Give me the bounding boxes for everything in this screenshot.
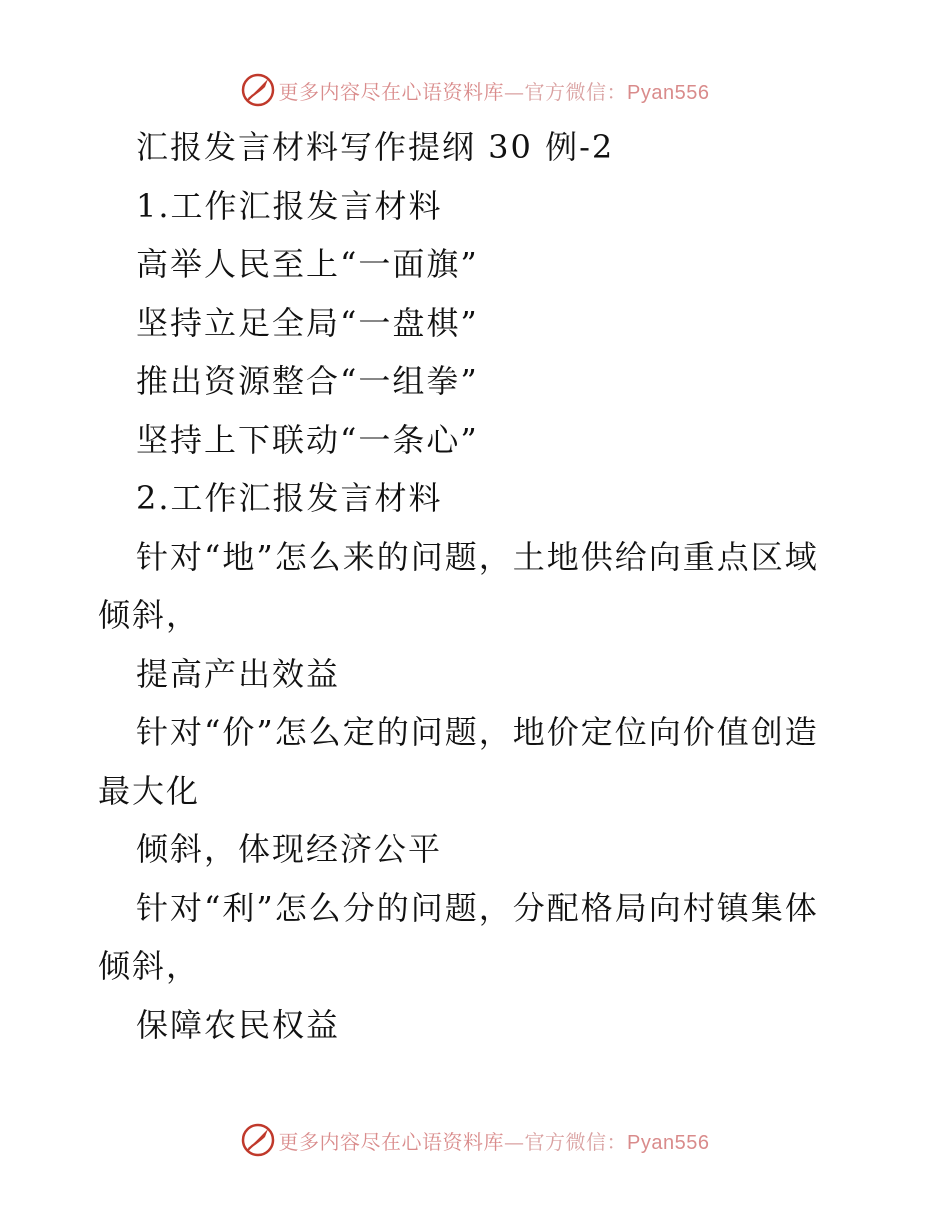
paragraph-line: 坚持立足全局“一盘棋” bbox=[136, 303, 479, 342]
quill-pen-logo-icon bbox=[241, 1123, 275, 1157]
footer-wechat-id: Pyan556 bbox=[627, 1131, 710, 1154]
header-dash: — bbox=[504, 79, 525, 104]
paragraph-line: 高举人民至上“一面旗” bbox=[136, 245, 479, 283]
document-title: 汇报发言材料写作提纲 30 例-2 bbox=[136, 128, 615, 166]
footer-official-text: 官方微信： bbox=[524, 1129, 628, 1154]
footer-banner bbox=[0, 1120, 950, 1160]
footer-main-text: 更多内容尽在心语资料库 bbox=[278, 1129, 505, 1154]
header-banner bbox=[0, 70, 950, 110]
header-wechat-id: Pyan556 bbox=[627, 81, 710, 104]
paragraph-line: 推出资源整合“一组拳” bbox=[136, 362, 479, 400]
paragraph-line: 倾斜，体现经济公平 bbox=[136, 830, 443, 868]
paragraph-line: 针对“价”怎么定的问题，地价定位向价值创造 bbox=[136, 713, 819, 751]
paragraph-line: 提高产出效益 bbox=[136, 654, 341, 693]
footer-banner-text bbox=[279, 1126, 710, 1155]
quill-pen-logo-icon bbox=[241, 73, 275, 107]
paragraph-line: 保障农民权益 bbox=[136, 1005, 341, 1044]
section-heading: 1.工作汇报发言材料 bbox=[136, 186, 443, 225]
footer-dash: — bbox=[504, 1129, 525, 1154]
header-main-text: 更多内容尽在心语资料库 bbox=[278, 79, 505, 104]
paragraph-line: 针对“地”怎么来的问题，土地供给向重点区域 bbox=[136, 537, 819, 576]
paragraph-line-continued: 最大化 bbox=[98, 771, 201, 810]
document-body bbox=[98, 118, 858, 1054]
paragraph-line: 针对“利”怎么分的问题，分配格局向村镇集体 bbox=[136, 888, 819, 927]
header-banner-text bbox=[279, 76, 710, 105]
paragraph-line-continued: 倾斜， bbox=[98, 596, 201, 634]
section-heading: 2.工作汇报发言材料 bbox=[136, 479, 443, 517]
header-official-text: 官方微信： bbox=[524, 79, 628, 104]
paragraph-line: 坚持上下联动“一条心” bbox=[136, 420, 479, 459]
paragraph-line-continued: 倾斜， bbox=[98, 947, 201, 985]
